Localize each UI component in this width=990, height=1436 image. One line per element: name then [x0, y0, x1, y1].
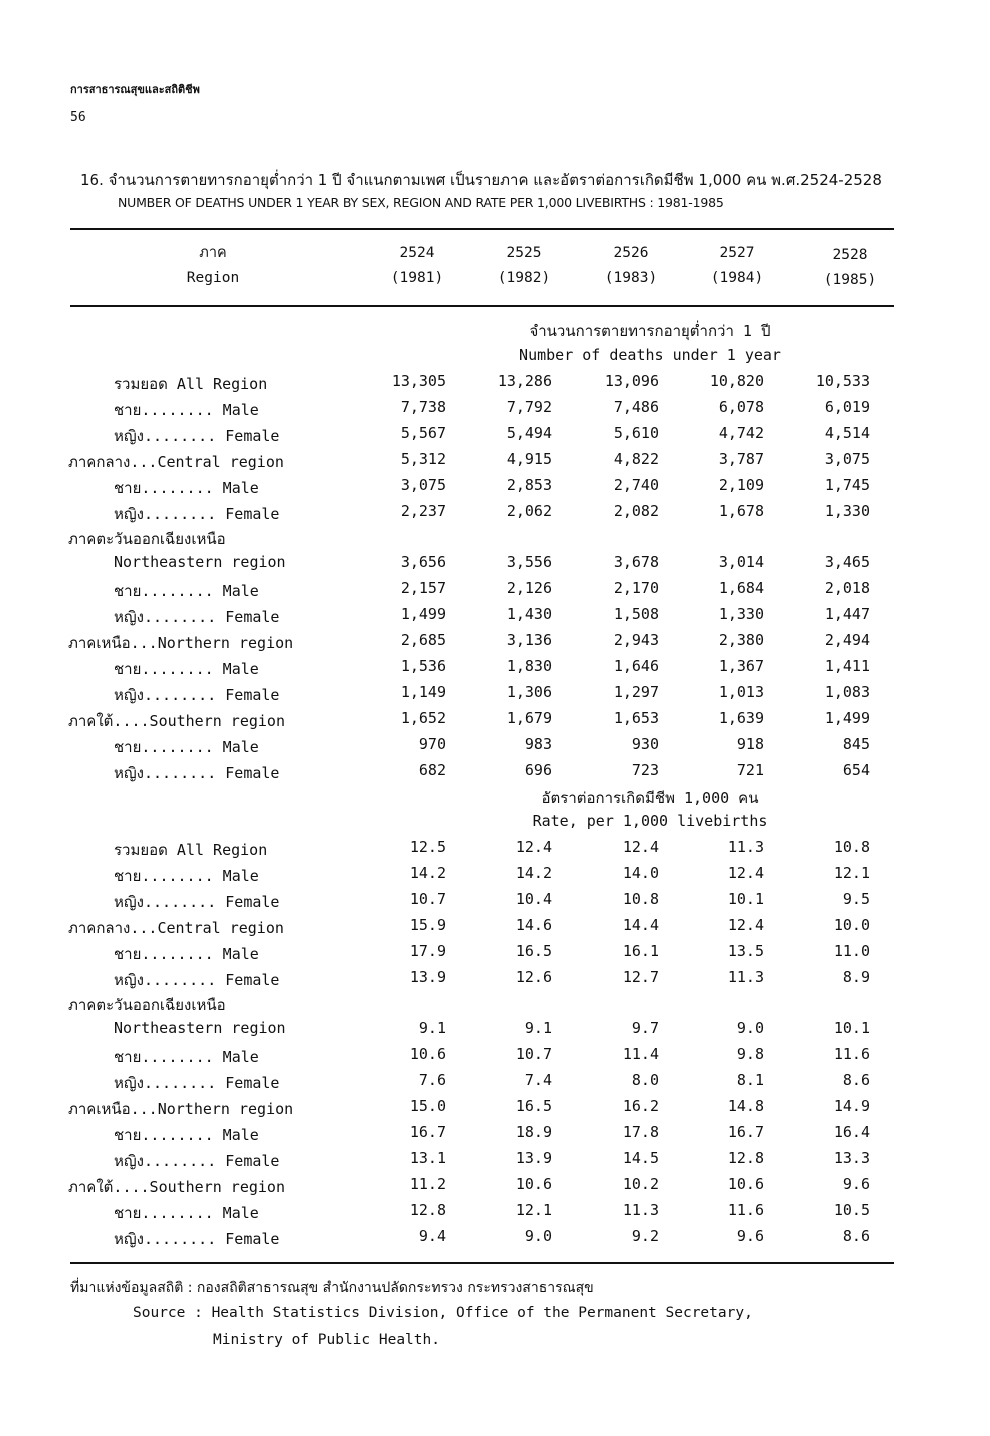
table-cell: 1,678	[718, 501, 764, 520]
table-cell: 12.4	[622, 838, 659, 856]
table-cell: 13.5	[727, 941, 764, 960]
table-row	[0, 372, 990, 398]
row-label: ภาคใต้....Southern region	[68, 711, 285, 730]
table-cell: 7,738	[400, 397, 446, 416]
column-header-year-english: (1981)	[390, 270, 444, 286]
table-cell: 13,096	[604, 372, 659, 390]
row-label: รวมยอด All Region	[114, 375, 268, 393]
table-cell: 7,486	[613, 397, 659, 416]
header-title: การสาธารณสุขและสถิติชีพ	[70, 83, 200, 96]
table-cell: 1,536	[400, 656, 446, 675]
table-cell: 1,430	[506, 605, 552, 624]
table-cell: 5,312	[400, 449, 446, 468]
table-cell: 12.4	[515, 838, 552, 856]
table-cell: 1,447	[824, 605, 870, 624]
table-cell: 9.6	[842, 1174, 870, 1193]
table-cell: 16.5	[515, 941, 552, 960]
table-cell: 682	[418, 760, 446, 779]
table-cell: 16.7	[409, 1122, 446, 1141]
table-cell: 3,136	[506, 631, 552, 649]
row-label: รวมยอด All Region	[114, 841, 268, 859]
table-cell: 5,610	[613, 423, 659, 442]
row-label: ภาคใต้....Southern region	[68, 1177, 285, 1196]
table-cell: 12.6	[515, 967, 552, 986]
table-cell: 10.2	[622, 1174, 659, 1193]
table-cell: 17.8	[622, 1122, 659, 1141]
table-cell: 3,465	[824, 553, 870, 572]
table-cell: 10.7	[409, 889, 446, 908]
row-label: ชาย........ Male	[114, 866, 259, 885]
column-header-region	[158, 241, 268, 291]
table-cell: 845	[842, 734, 870, 753]
table-cell: 10.0	[833, 915, 870, 934]
table-cell: 8.9	[842, 967, 870, 986]
table-cell: 4,915	[506, 449, 552, 468]
table-row	[0, 916, 990, 942]
table-row	[0, 968, 990, 994]
table-cell: 13,305	[391, 372, 446, 390]
table-cell: 970	[418, 734, 446, 753]
table-cell: 9.7	[631, 1019, 659, 1038]
row-label: หญิง........ Female	[114, 1151, 280, 1170]
table-cell: 10.6	[727, 1174, 764, 1193]
table-cell: 15.0	[409, 1097, 446, 1115]
column-header-year-english: (1984)	[710, 270, 764, 286]
page-number: 56	[70, 110, 86, 125]
column-header-year-english: (1982)	[497, 270, 551, 286]
column-header-year-thai: 2525	[506, 245, 542, 261]
table-cell: 5,567	[400, 423, 446, 442]
table-cell: 14.2	[515, 863, 552, 882]
table-row	[0, 579, 990, 605]
table-cell: 3,075	[400, 475, 446, 494]
table-cell: 13.1	[409, 1148, 446, 1167]
row-label: หญิง........ Female	[114, 892, 280, 911]
table-cell: 4,742	[718, 423, 764, 442]
table-cell: 1,411	[824, 656, 870, 675]
row-label: หญิง........ Female	[114, 763, 280, 782]
table-cell: 9.5	[842, 889, 870, 908]
row-label: ภาคตะวันออกเฉียงเหนือ	[68, 530, 226, 549]
table-cell: 918	[736, 734, 764, 753]
table-cell: 1,639	[718, 708, 764, 727]
table-header-rule	[70, 305, 894, 307]
column-header-year	[795, 243, 905, 293]
table-cell: 2,018	[824, 579, 870, 598]
table-cell: 2,380	[718, 631, 764, 649]
row-label: หญิง........ Female	[114, 504, 280, 523]
table-cell: 13.9	[515, 1148, 552, 1167]
table-cell: 8.1	[736, 1071, 764, 1090]
row-label: หญิง........ Female	[114, 1229, 280, 1248]
table-row	[0, 502, 990, 528]
table-cell: 6,019	[824, 397, 870, 416]
row-label: ชาย........ Male	[114, 1125, 259, 1144]
table-row	[0, 761, 990, 787]
table-cell: 10,533	[815, 372, 870, 390]
table-row	[0, 683, 990, 709]
table-cell: 2,126	[506, 579, 552, 598]
column-header-region-english: Region	[186, 270, 240, 286]
table-cell: 14.0	[622, 863, 659, 882]
table-cell: 2,853	[506, 475, 552, 494]
table-row	[0, 864, 990, 890]
table-cell: 11.2	[409, 1174, 446, 1193]
table-cell: 14.8	[727, 1097, 764, 1115]
table-cell: 5,494	[506, 423, 552, 442]
table-cell: 1,652	[400, 708, 446, 727]
table-cell: 7.4	[524, 1071, 552, 1090]
table-row	[0, 657, 990, 683]
table-cell: 3,556	[506, 553, 552, 572]
row-label: ภาคกลาง...Central region	[68, 918, 284, 937]
table-row	[0, 1123, 990, 1149]
table-cell: 1,684	[718, 579, 764, 598]
row-label: หญิง........ Female	[114, 970, 280, 989]
row-label: ชาย........ Male	[114, 1048, 259, 1067]
rate-section-heading-english: Rate, per 1,000 livebirths	[532, 812, 768, 830]
table-cell: 12.4	[727, 863, 764, 882]
table-cell: 1,830	[506, 656, 552, 675]
row-label: ภาคเหนือ...Northern region	[68, 1100, 294, 1118]
table-cell: 6,078	[718, 397, 764, 416]
deaths-section-heading-english: Number of deaths under 1 year	[519, 346, 781, 364]
table-cell: 10.6	[409, 1045, 446, 1064]
table-cell: 10,820	[709, 372, 764, 390]
table-cell: 3,678	[613, 553, 659, 572]
table-row	[0, 1175, 990, 1201]
source-note-thai: ที่มาแห่งข้อมูลสถิติ : กองสถิติสาธารณสุข สำนักงานปลัดกระทรวง กระทรวงสาธารณสุข	[70, 1280, 594, 1296]
table-row	[0, 735, 990, 761]
table-row	[0, 398, 990, 424]
table-cell: 12.8	[409, 1200, 446, 1219]
column-header-year	[469, 241, 579, 291]
table-row	[0, 424, 990, 450]
table-cell: 14.5	[622, 1148, 659, 1167]
table-row	[0, 993, 990, 1019]
source-note-english-line2: Ministry of Public Health.	[213, 1332, 440, 1348]
table-cell: 8.6	[842, 1226, 870, 1245]
table-cell: 2,685	[400, 631, 446, 649]
table-cell: 1,013	[718, 682, 764, 701]
table-cell: 10.8	[622, 889, 659, 908]
table-cell: 13.9	[409, 967, 446, 986]
column-header-year-thai: 2524	[399, 245, 435, 261]
table-cell: 12.1	[515, 1200, 552, 1219]
table-cell: 11.3	[622, 1200, 659, 1219]
table-cell: 14.9	[833, 1097, 870, 1115]
column-header-year-thai: 2528	[832, 247, 868, 263]
table-cell: 1,367	[718, 656, 764, 675]
table-cell: 9.1	[524, 1019, 552, 1038]
table-row	[0, 890, 990, 916]
row-label: หญิง........ Female	[114, 1074, 280, 1093]
table-cell: 1,330	[824, 501, 870, 520]
table-cell: 3,656	[400, 553, 446, 572]
table-cell: 696	[524, 760, 552, 779]
table-cell: 9.0	[736, 1019, 764, 1038]
table-cell: 1,653	[613, 708, 659, 727]
table-row	[0, 1071, 990, 1097]
table-cell: 721	[736, 760, 764, 779]
column-header-year-english: (1985)	[823, 272, 877, 288]
row-label: ภาคตะวันออกเฉียงเหนือ	[68, 996, 226, 1015]
table-cell: 1,508	[613, 605, 659, 624]
table-cell: 10.5	[833, 1200, 870, 1219]
source-note-english-line1: Source : Health Statistics Division, Office of the Permanent Secretary,	[133, 1305, 753, 1321]
table-cell: 12.4	[727, 915, 764, 934]
table-cell: 2,062	[506, 501, 552, 520]
table-cell: 16.2	[622, 1097, 659, 1115]
row-label: ชาย........ Male	[114, 400, 259, 419]
table-cell: 7,792	[506, 397, 552, 416]
table-cell: 4,822	[613, 449, 659, 468]
table-top-rule	[70, 228, 894, 230]
table-row	[0, 1149, 990, 1175]
table-cell: 18.9	[515, 1122, 552, 1141]
table-cell: 10.4	[515, 889, 552, 908]
row-label: หญิง........ Female	[114, 608, 280, 627]
row-label: ชาย........ Male	[114, 737, 259, 756]
table-cell: 983	[524, 734, 552, 753]
column-header-year	[576, 241, 686, 291]
column-header-year-thai: 2526	[613, 245, 649, 261]
row-label: หญิง........ Female	[114, 426, 280, 445]
table-cell: 11.0	[833, 941, 870, 960]
table-cell: 16.7	[727, 1122, 764, 1141]
table-cell: 1,306	[506, 682, 552, 701]
table-cell: 11.6	[833, 1045, 870, 1064]
row-label: ชาย........ Male	[114, 582, 259, 601]
table-cell: 2,109	[718, 475, 764, 494]
column-header-year-english: (1983)	[604, 270, 658, 286]
table-cell: 10.8	[833, 838, 870, 856]
table-row	[0, 1019, 990, 1045]
column-header-year	[682, 241, 792, 291]
table-row	[0, 476, 990, 502]
table-title-english: NUMBER OF DEATHS UNDER 1 YEAR BY SEX, REGION AND RATE PER 1,000 LIVEBIRTHS : 1981-1985	[118, 195, 724, 210]
table-cell: 10.1	[727, 889, 764, 908]
table-cell: 1,499	[824, 708, 870, 727]
table-row	[0, 553, 990, 579]
table-cell: 16.1	[622, 941, 659, 960]
table-cell: 1,330	[718, 605, 764, 624]
table-cell: 3,075	[824, 449, 870, 468]
table-cell: 16.4	[833, 1122, 870, 1141]
table-cell: 12.7	[622, 967, 659, 986]
table-cell: 9.1	[418, 1019, 446, 1038]
table-cell: 14.6	[515, 915, 552, 934]
table-row	[0, 838, 990, 864]
table-cell: 8.6	[842, 1071, 870, 1090]
table-row	[0, 527, 990, 553]
table-cell: 2,943	[613, 631, 659, 649]
table-row	[0, 1201, 990, 1227]
table-cell: 9.6	[736, 1226, 764, 1245]
table-cell: 4,514	[824, 423, 870, 442]
table-row	[0, 709, 990, 735]
table-cell: 16.5	[515, 1097, 552, 1115]
table-cell: 10.6	[515, 1174, 552, 1193]
table-cell: 1,083	[824, 682, 870, 701]
table-cell: 15.9	[409, 915, 446, 934]
column-header-year	[362, 241, 472, 291]
table-cell: 2,170	[613, 579, 659, 598]
table-cell: 10.1	[833, 1019, 870, 1038]
row-label: ภาคกลาง...Central region	[68, 452, 284, 471]
row-label: ภาคเหนือ...Northern region	[68, 634, 294, 652]
table-cell: 3,787	[718, 449, 764, 468]
table-cell: 10.7	[515, 1045, 552, 1064]
deaths-section-heading-thai: จำนวนการตายทารกอายุต่ำกว่า 1 ปี	[529, 322, 771, 340]
row-label: ชาย........ Male	[114, 478, 259, 497]
table-cell: 2,494	[824, 631, 870, 649]
table-cell: 723	[631, 760, 659, 779]
table-cell: 1,499	[400, 605, 446, 624]
table-cell: 11.6	[727, 1200, 764, 1219]
column-header-year-thai: 2527	[719, 245, 755, 261]
table-title-thai: 16. จำนวนการตายทารกอายุต่ำกว่า 1 ปี จำแนกตามเพศ เป็นรายภาค และอัตราต่อการเกิดมีชีพ 1,000 คน พ.ศ.2524-2528	[80, 171, 882, 189]
table-cell: 9.8	[736, 1045, 764, 1064]
table-cell: 12.8	[727, 1148, 764, 1167]
table-cell: 11.4	[622, 1045, 659, 1064]
table-cell: 11.3	[727, 838, 764, 856]
table-cell: 9.4	[418, 1226, 446, 1245]
table-cell: 930	[631, 734, 659, 753]
row-label: ชาย........ Male	[114, 1203, 259, 1222]
table-cell: 1,745	[824, 475, 870, 494]
rate-section-heading-thai: อัตราต่อการเกิดมีชีพ 1,000 คน	[541, 789, 759, 807]
table-cell: 7.6	[418, 1071, 446, 1090]
table-cell: 14.4	[622, 915, 659, 934]
table-cell: 1,646	[613, 656, 659, 675]
table-cell: 14.2	[409, 863, 446, 882]
table-cell: 1,297	[613, 682, 659, 701]
table-cell: 17.9	[409, 941, 446, 960]
table-row	[0, 942, 990, 968]
table-cell: 2,237	[400, 501, 446, 520]
table-cell: 1,149	[400, 682, 446, 701]
table-row	[0, 605, 990, 631]
column-header-region-thai: ภาค	[199, 245, 227, 261]
row-label: ชาย........ Male	[114, 659, 259, 678]
table-cell: 9.0	[524, 1226, 552, 1245]
row-label: หญิง........ Female	[114, 685, 280, 704]
row-label: Northeastern region	[114, 553, 286, 572]
table-cell: 12.1	[833, 863, 870, 882]
table-row	[0, 1227, 990, 1253]
table-cell: 13.3	[833, 1148, 870, 1167]
table-cell: 2,740	[613, 475, 659, 494]
table-cell: 2,157	[400, 579, 446, 598]
table-cell: 2,082	[613, 501, 659, 520]
row-label: Northeastern region	[114, 1019, 286, 1038]
table-row	[0, 450, 990, 476]
table-row	[0, 1045, 990, 1071]
row-label: ชาย........ Male	[114, 944, 259, 963]
table-cell: 13,286	[497, 372, 552, 390]
table-cell: 3,014	[718, 553, 764, 572]
table-cell: 11.3	[727, 967, 764, 986]
table-cell: 1,679	[506, 708, 552, 727]
table-row	[0, 631, 990, 657]
table-cell: 9.2	[631, 1226, 659, 1245]
table-cell: 12.5	[409, 838, 446, 856]
table-cell: 654	[842, 760, 870, 779]
table-row	[0, 1097, 990, 1123]
table-bottom-rule	[70, 1262, 894, 1264]
table-cell: 8.0	[631, 1071, 659, 1090]
